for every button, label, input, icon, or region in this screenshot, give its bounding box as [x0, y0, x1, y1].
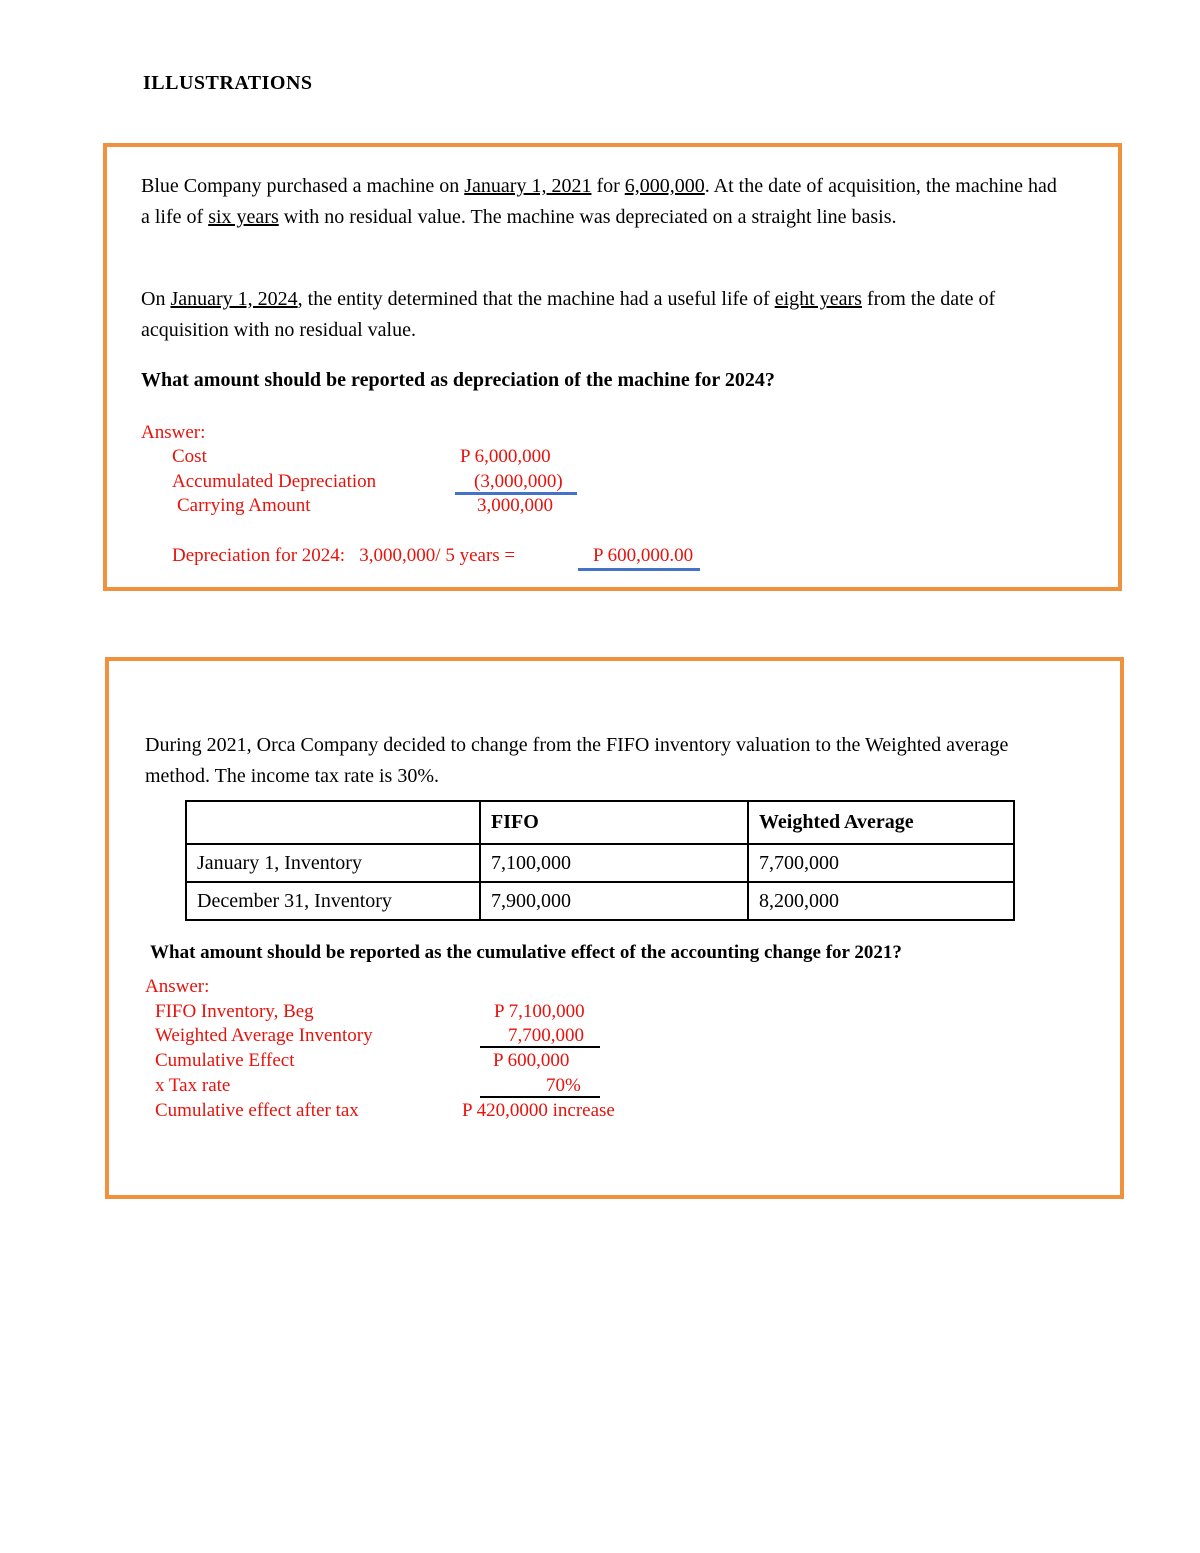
answer-1-row-label: Cost: [172, 446, 207, 467]
table-cell: December 31, Inventory: [186, 882, 480, 920]
answer-2-row-label: x Tax rate: [155, 1075, 231, 1096]
answer-2-row-label: FIFO Inventory, Beg: [155, 1001, 314, 1022]
answer-1-row-value: 3,000,000: [477, 495, 553, 516]
answer-1-row-value: P 6,000,000: [460, 446, 551, 467]
answer-2-row-label: Cumulative effect after tax: [155, 1100, 359, 1121]
illustration-1-paragraph-1: Blue Company purchased a machine on January 1, 2021 for 6,000,000. At the date of acquisition, the machine had a life of six years with no residual value. The machine was depreciated on a straight line basis.: [141, 175, 1057, 228]
subtotal-underline: [480, 1096, 600, 1098]
answer-2-row-value: 7,700,000: [508, 1025, 584, 1046]
illustration-2-intro: During 2021, Orca Company decided to change from the FIFO inventory valuation to the Weighted average method. The income tax rate is 30%.: [145, 734, 1009, 787]
depreciation-computation: Depreciation for 2024: 3,000,000/ 5 years =: [172, 545, 516, 566]
answer-2-row-value: P 600,000: [493, 1050, 570, 1071]
table-header-cell: Weighted Average: [748, 801, 1014, 844]
page-title: ILLUSTRATIONS: [143, 72, 313, 94]
answer-2-row-label: Weighted Average Inventory: [155, 1025, 373, 1046]
table-row: [186, 882, 1014, 920]
answer-2-row-value: P 7,100,000: [494, 1001, 585, 1022]
answer-2-label: Answer:: [145, 976, 210, 997]
subtotal-underline: [480, 1046, 600, 1048]
table-cell: 7,700,000: [748, 844, 1014, 882]
illustration-1-paragraph-2: On January 1, 2024, the entity determined that the machine had a useful life of eight years from the date of acquisition with no residual value.: [141, 288, 996, 341]
answer-1-label: Answer:: [141, 422, 206, 443]
table-cell: 7,100,000: [480, 844, 748, 882]
table-header-cell: FIFO: [480, 801, 748, 844]
answer-2-row-value: 70%: [546, 1075, 581, 1096]
answer-1-row-label: Carrying Amount: [177, 495, 311, 516]
table-cell: 7,900,000: [480, 882, 748, 920]
table-cell: 8,200,000: [748, 882, 1014, 920]
depreciation-result: P 600,000.00: [593, 545, 694, 566]
inventory-table: [185, 800, 1015, 921]
table-header-cell: [186, 801, 480, 844]
illustration-2-question: What amount should be reported as the cumulative effect of the accounting change for 2021?: [150, 942, 902, 963]
illustration-1-question: What amount should be reported as depreciation of the machine for 2024?: [141, 369, 775, 391]
answer-2-row-value: P 420,0000 increase: [462, 1100, 615, 1121]
table-cell: January 1, Inventory: [186, 844, 480, 882]
table-header-row: [186, 801, 1014, 844]
result-underline: [578, 568, 700, 571]
answer-2-row-label: Cumulative Effect: [155, 1050, 295, 1071]
table-row: [186, 844, 1014, 882]
answer-1-row-value: (3,000,000): [474, 471, 563, 492]
answer-1-row-label: Accumulated Depreciation: [172, 471, 377, 492]
